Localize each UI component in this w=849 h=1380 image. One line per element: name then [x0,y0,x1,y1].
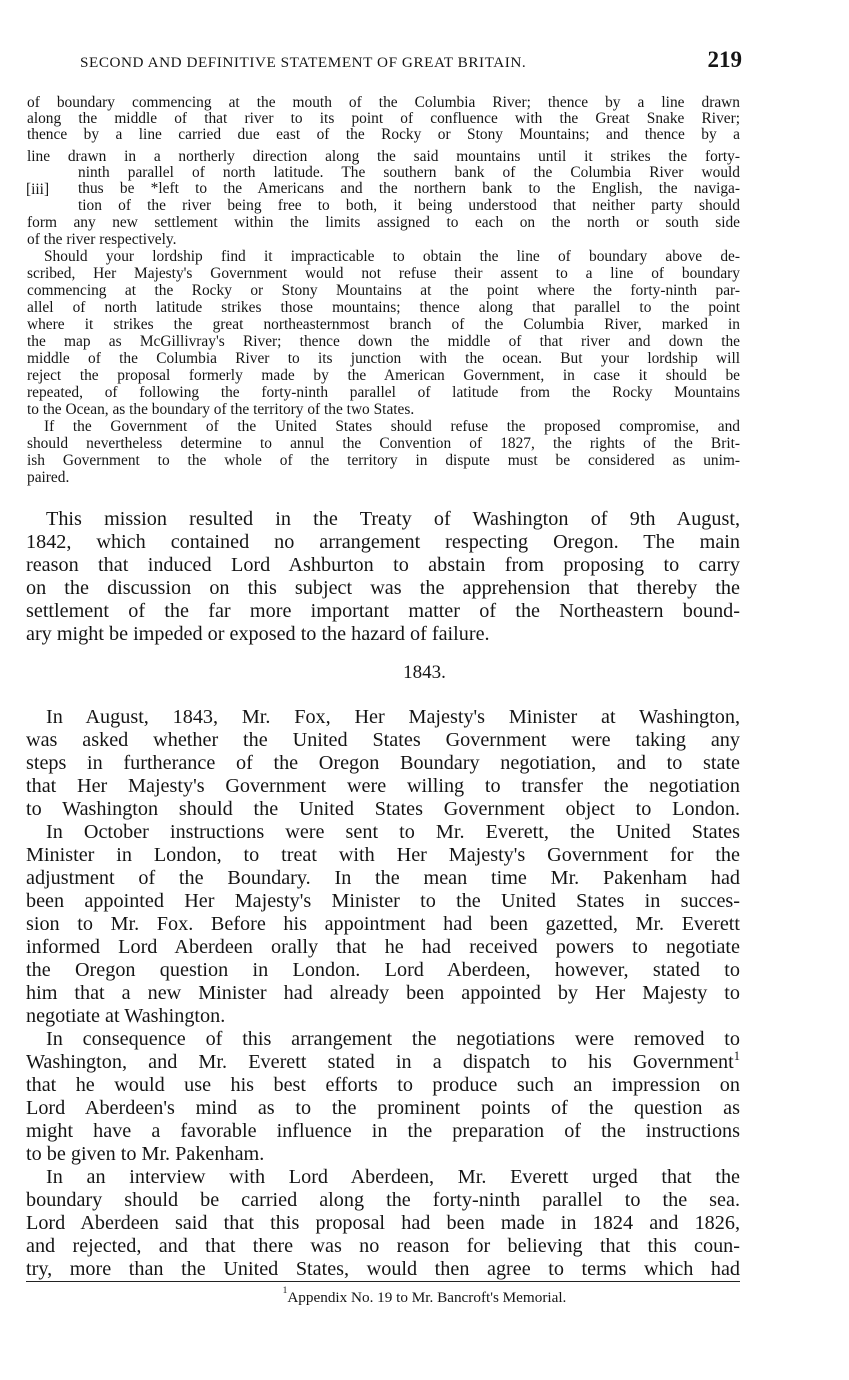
quote-line: reject the proposal formerly made by the American Government, in case it should be [27,367,740,384]
quote-line: to the Ocean, as the boundary of the territory of the two States. [27,401,415,418]
quote-line: paired. [27,469,70,486]
running-head-title: SECOND AND DEFINITIVE STATEMENT OF GREAT BRITAIN. [80,54,527,71]
quote-line: along the middle of that river to its point of confluence with the Great Snake River; [27,110,740,127]
body-line: try, more than the United States, would then agree to terms which had [26,1258,740,1280]
body-line: him that a new Minister had already been appointed by Her Majesty to [26,982,740,1004]
body-line [26,1049,740,1073]
body-line-text: Washington, and Mr. Everett stated in a dispatch to his Government [26,1051,734,1073]
body-line: Lord Aberdeen said that this proposal had been made in 1824 and 1826, [26,1212,740,1234]
footnote-divider [26,1281,740,1282]
quote-line: allel of north latitude strikes those mountains; thence along that parallel to the point [27,299,740,316]
margin-page-reference: [iii] [26,181,50,198]
body-line: 1842, which contained no arrangement respecting Oregon. The main [26,531,740,553]
body-line: In October instructions were sent to Mr. Everett, the United States [46,821,740,843]
quote-line: commencing at the Rocky or Stony Mountains at the point where the forty-ninth par- [27,282,740,299]
quote-line: thus be *left to the Americans and the northern bank to the English, the naviga- [78,180,740,197]
section-heading-1843: 1843. [403,662,446,683]
body-line: settlement of the far more important matter of the Northeastern bound- [26,600,740,622]
body-line: that Her Majesty's Government were willing to transfer the negotiation [26,775,740,797]
body-line: to Washington should the United States Government object to London. [26,798,740,820]
page-number: 219 [707,47,742,72]
quote-line: should nevertheless determine to annul the Convention of 1827, the rights of the Brit- [27,435,740,452]
body-line: steps in furtherance of the Oregon Boundary negotiation, and to state [26,752,740,774]
quote-line: of boundary commencing at the mouth of the Columbia River; thence by a line drawn [27,94,740,111]
quote-line: of the river respectively. [27,231,177,248]
body-line: informed Lord Aberdeen orally that he had received powers to negotiate [26,936,740,958]
quote-line: thence by a line carried due east of the Rocky or Stony Mountains; and thence by a [27,126,740,143]
quote-line: ish Government to the whole of the territory in dispute must be considered as unim- [27,452,740,469]
quote-line: form any new settlement within the limits assigned to each on the north or south side [27,214,740,231]
footnote [0,1286,849,1307]
body-line: In consequence of this arrangement the negotiations were removed to [46,1028,740,1050]
quote-line: If the Government of the United States should refuse the proposed compromise, and [44,418,740,435]
body-line: This mission resulted in the Treaty of Washington of 9th August, [46,508,740,530]
body-line: might have a favorable influence in the preparation of the instructions [26,1120,740,1142]
quote-line: scribed, Her Majesty's Government would not refuse their assent to a line of boundary [27,265,740,282]
body-line: Minister in London, to treat with Her Majesty's Government for the [26,844,740,866]
body-line: reason that induced Lord Ashburton to abstain from proposing to carry [26,554,740,576]
body-line: In August, 1843, Mr. Fox, Her Majesty's Minister at Washington, [46,706,740,728]
quote-line: the map as McGillivray's River; thence down the middle of that river and down the [27,333,740,350]
footnote-reference: 1 [733,1049,740,1063]
body-line: to be given to Mr. Pakenham. [26,1143,265,1165]
footnote-marker: 1 [282,1286,288,1296]
quote-line: Should your lordship find it impracticable to obtain the line of boundary above de- [44,248,740,265]
body-line: was asked whether the United States Government were taking any [26,729,740,751]
body-line: been appointed Her Majesty's Minister to the United States in succes- [26,890,740,912]
body-line: the Oregon question in London. Lord Aberdeen, however, stated to [26,959,740,981]
quote-line: line drawn in a northerly direction along the said mountains until it strikes the forty- [27,148,740,165]
running-head [80,47,740,75]
footnote-text: Appendix No. 19 to Mr. Bancroft's Memorial. [287,1289,567,1306]
body-line: that he would use his best efforts to produce such an impression on [26,1074,740,1096]
quote-line: repeated, of following the forty-ninth parallel of latitude from the Rocky Mountains [27,384,740,401]
body-line: adjustment of the Boundary. In the mean time Mr. Pakenham had [26,867,740,889]
quote-line: middle of the Columbia River to its junction with the ocean. But your lordship will [27,350,740,367]
body-line: and rejected, and that there was no reason for believing that this coun- [26,1235,740,1257]
body-line: boundary should be carried along the forty-ninth parallel to the sea. [26,1189,740,1211]
body-line: sion to Mr. Fox. Before his appointment had been gazetted, Mr. Everett [26,913,740,935]
body-line: In an interview with Lord Aberdeen, Mr. Everett urged that the [46,1166,740,1188]
quote-line: tion of the river being free to both, it being understood that neither party should [78,197,740,214]
body-line: Lord Aberdeen's mind as to the prominent points of the question as [26,1097,740,1119]
quote-line: where it strikes the great northeasternmost branch of the Columbia River, marked in [27,316,740,333]
quote-line: ninth parallel of north latitude. The southern bank of the Columbia River would [78,164,740,181]
body-line: negotiate at Washington. [26,1005,226,1027]
body-line: ary might be impeded or exposed to the hazard of failure. [26,623,490,645]
body-line: on the discussion on this subject was the apprehension that thereby the [26,577,740,599]
